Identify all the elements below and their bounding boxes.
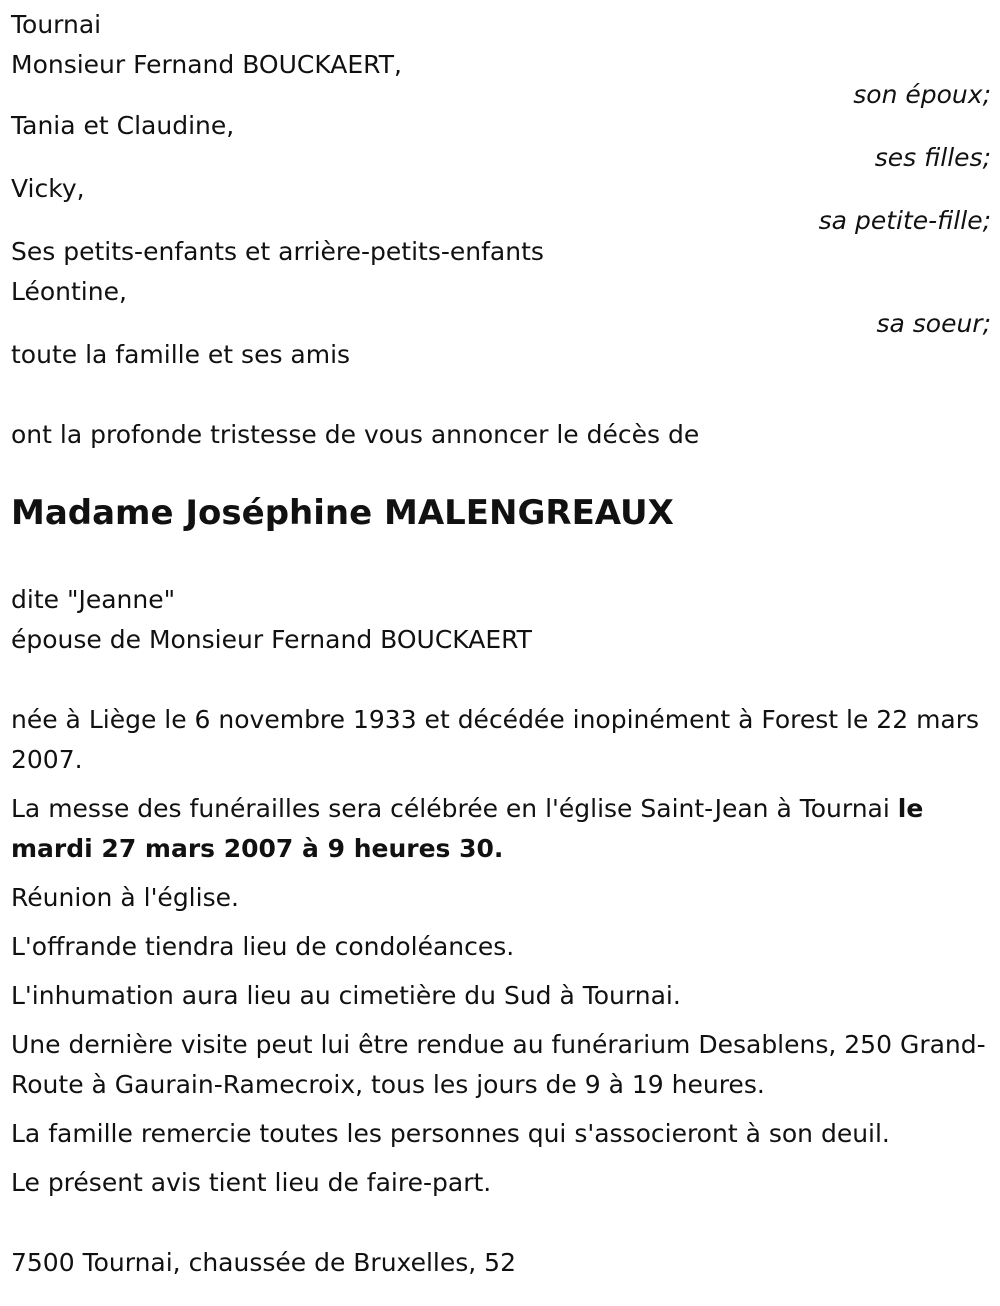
family-member-name: Ses petits-enfants et arrière-petits-enfants [11, 237, 544, 266]
deceased-spouse: épouse de Monsieur Fernand BOUCKAERT [11, 625, 532, 654]
notice-text: Le présent avis tient lieu de faire-part. [11, 1168, 492, 1197]
birth-death-text: née à Liège le 6 novembre 1933 et décédée inopinément à Forest le 22 mars 2007. [11, 705, 980, 774]
family-member-role: sa petite-fille; [818, 206, 991, 235]
obituary-notice [11, 0, 991, 1283]
deceased-name: Madame Joséphine MALENGREAUX [11, 493, 674, 533]
mass-text [11, 789, 991, 869]
thanks-text: La famille remercie toutes les personnes qui s'associeront à son deuil. [11, 1119, 890, 1148]
burial-text: L'inhumation aura lieu au cimetière du Sud à Tournai. [11, 981, 681, 1010]
header-city: Tournai [11, 10, 102, 39]
announcement-text: ont la profonde tristesse de vous annoncer le décès de [11, 420, 700, 449]
family-member-name: Vicky, [11, 174, 85, 203]
family-member-name: Léontine, [11, 277, 127, 306]
visit-text: Une dernière visite peut lui être rendue au funérarium Desablens, 250 Grand-Route à Gaurain-Ramecroix, tous les jours de 9 à 19 heures. [11, 1030, 986, 1099]
offering-text: L'offrande tiendra lieu de condoléances. [11, 932, 515, 961]
family-member-role: son époux; [853, 80, 991, 109]
address-text: 7500 Tournai, chaussée de Bruxelles, 52 [11, 1248, 516, 1277]
meeting-text: Réunion à l'église. [11, 883, 239, 912]
family-member-name: Monsieur Fernand BOUCKAERT, [11, 50, 402, 79]
family-list [11, 45, 991, 375]
family-member-role: ses filles; [874, 143, 991, 172]
details-section [11, 700, 991, 1203]
deceased-nickname: dite "Jeanne" [11, 585, 176, 614]
family-member-role: sa soeur; [876, 309, 991, 338]
family-member-name: toute la famille et ses amis [11, 340, 351, 369]
mass-date: le mardi 27 mars 2007 à 9 heures 30. [11, 794, 924, 863]
mass-intro: La messe des funérailles sera célébrée en l'église Saint-Jean à Tournai [11, 794, 898, 823]
family-member-name: Tania et Claudine, [11, 111, 235, 140]
